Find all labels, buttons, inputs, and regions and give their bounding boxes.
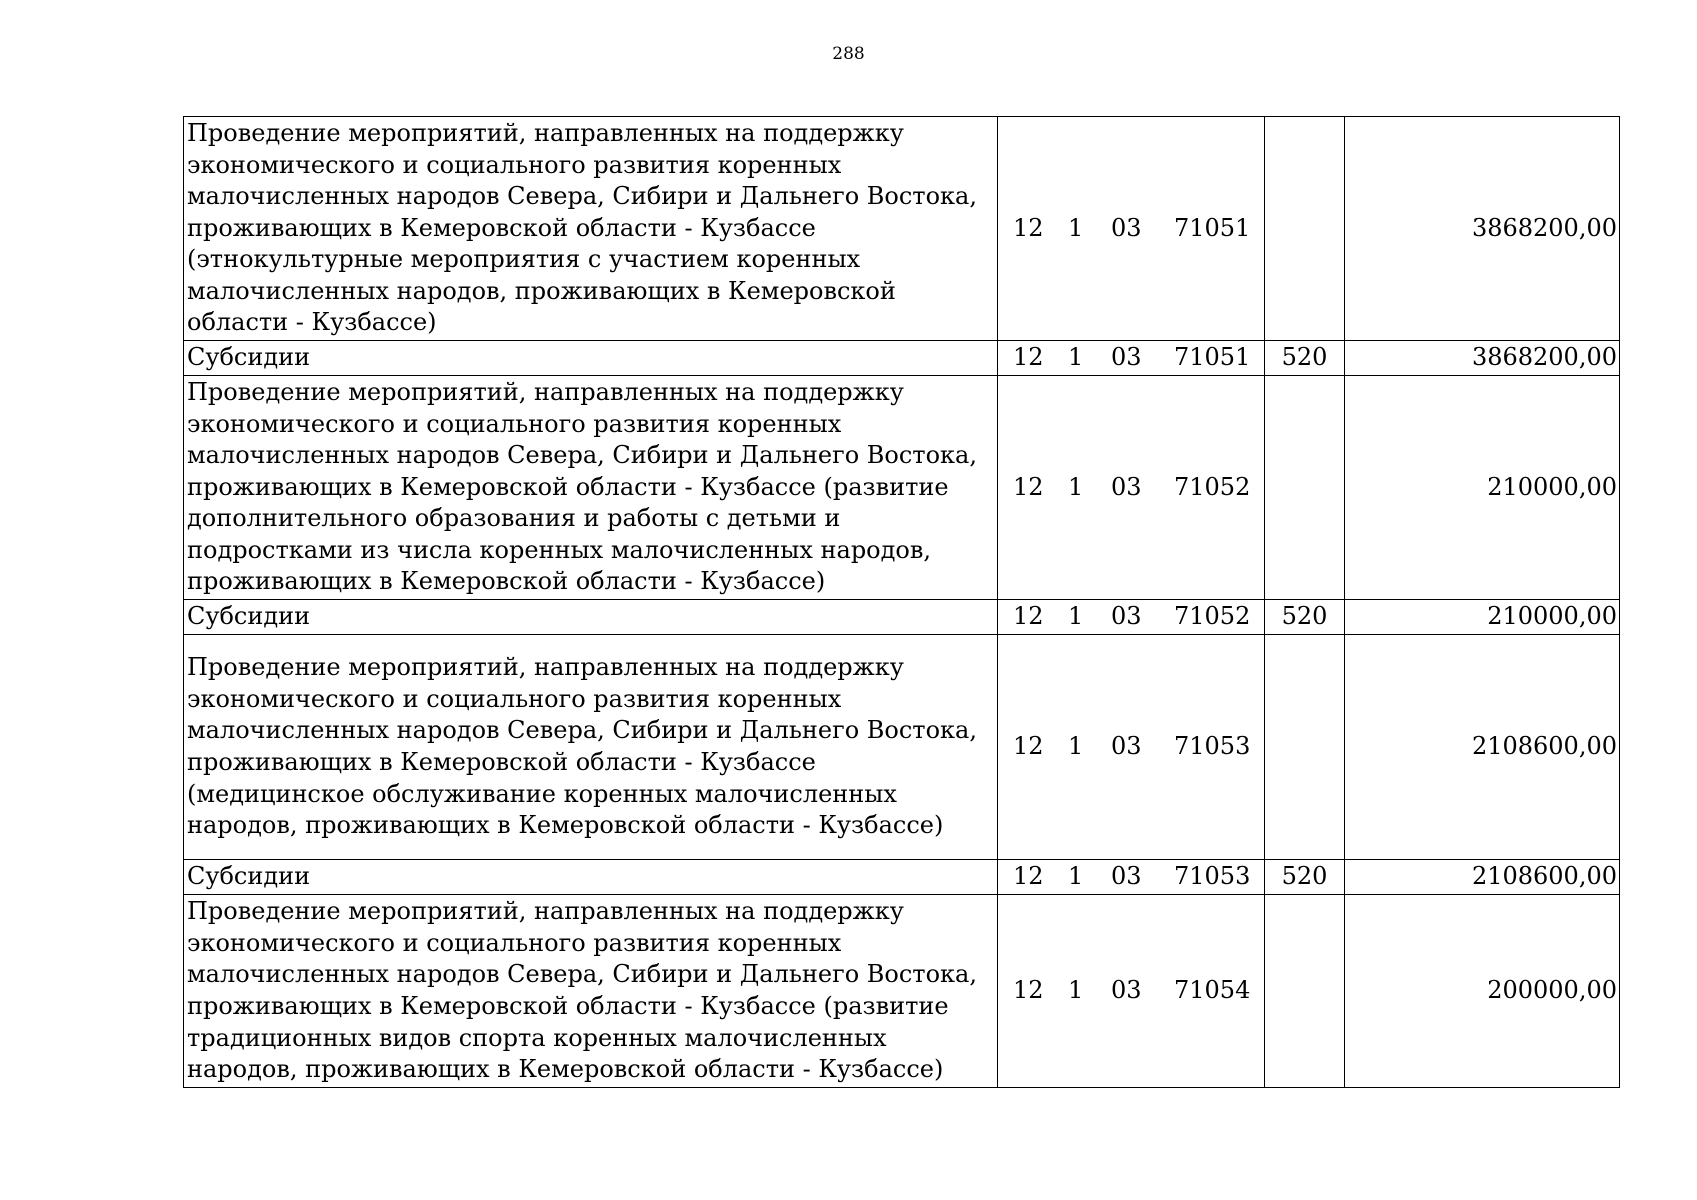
- code-section: 12: [1013, 602, 1044, 631]
- row-sum: 2108600,00: [1345, 635, 1620, 860]
- code-subprogram: 1: [1068, 976, 1084, 1005]
- row-name: Проведение мероприятий, направленных на поддержку экономического и социального развития коренных малочисленных народов Севера, Сибири и Дальнего Востока, проживающих в Кемеровской области - Кузбассе (развитие традиционных видов спорта коренных малочисленных народов, проживающих в Кемеровской области - Кузбассе): [184, 895, 998, 1088]
- row-code: [998, 635, 1265, 860]
- code-direction: 71052: [1174, 472, 1251, 501]
- code-measure: 03: [1111, 862, 1142, 891]
- code-subprogram: 1: [1068, 213, 1084, 242]
- row-code: [998, 600, 1265, 635]
- row-expense-type: 520: [1265, 341, 1345, 376]
- row-expense-type: [1265, 117, 1345, 341]
- row-sum: 2108600,00: [1345, 860, 1620, 895]
- table-row: [184, 341, 1620, 376]
- row-expense-type: [1265, 635, 1345, 860]
- code-measure: 03: [1111, 732, 1142, 761]
- code-direction: 71053: [1174, 862, 1251, 891]
- code-section: 12: [1013, 732, 1044, 761]
- row-name: Субсидии: [184, 600, 998, 635]
- code-section: 12: [1013, 976, 1044, 1005]
- row-expense-type: [1265, 376, 1345, 600]
- row-name: Проведение мероприятий, направленных на поддержку экономического и социального развития коренных малочисленных народов Севера, Сибири и Дальнего Востока, проживающих в Кемеровской области - Кузбассе (развитие дополнительного образования и работы с детьми и подростками из числа коренных малочисленных народов, проживающих в Кемеровской области - Кузбассе): [184, 376, 998, 600]
- table-row: [184, 635, 1620, 860]
- table-row: [184, 376, 1620, 600]
- code-direction: 71054: [1174, 976, 1251, 1005]
- table-row: [184, 860, 1620, 895]
- row-code: [998, 376, 1265, 600]
- code-measure: 03: [1111, 602, 1142, 631]
- row-name: Проведение мероприятий, направленных на поддержку экономического и социального развития коренных малочисленных народов Севера, Сибири и Дальнего Востока, проживающих в Кемеровской области - Кузбассе (этнокультурные мероприятия с участием коренных малочисленных народов, проживающих в Кемеровской области - Кузбассе): [184, 117, 998, 341]
- code-measure: 03: [1111, 976, 1142, 1005]
- code-subprogram: 1: [1068, 343, 1084, 372]
- code-measure: 03: [1111, 343, 1142, 372]
- table-row: [184, 600, 1620, 635]
- budget-table: [183, 116, 1620, 1088]
- row-code: [998, 117, 1265, 341]
- row-name: Субсидии: [184, 860, 998, 895]
- code-measure: 03: [1111, 213, 1142, 242]
- code-section: 12: [1013, 213, 1044, 242]
- page-number: 288: [832, 44, 865, 64]
- row-code: [998, 341, 1265, 376]
- code-subprogram: 1: [1068, 862, 1084, 891]
- row-sum: 3868200,00: [1345, 117, 1620, 341]
- code-subprogram: 1: [1068, 602, 1084, 631]
- row-sum: 210000,00: [1345, 376, 1620, 600]
- row-expense-type: 520: [1265, 600, 1345, 635]
- code-subprogram: 1: [1068, 472, 1084, 501]
- row-name: Проведение мероприятий, направленных на поддержку экономического и социального развития коренных малочисленных народов Севера, Сибири и Дальнего Востока, проживающих в Кемеровской области - Кузбассе (медицинское обслуживание коренных малочисленных народов, проживающих в Кемеровской области - Кузбассе): [184, 635, 998, 860]
- row-sum: 210000,00: [1345, 600, 1620, 635]
- code-section: 12: [1013, 343, 1044, 372]
- row-code: [998, 860, 1265, 895]
- row-sum: 200000,00: [1345, 895, 1620, 1088]
- code-section: 12: [1013, 862, 1044, 891]
- code-measure: 03: [1111, 472, 1142, 501]
- row-name: Субсидии: [184, 341, 998, 376]
- code-subprogram: 1: [1068, 732, 1084, 761]
- row-expense-type: 520: [1265, 860, 1345, 895]
- code-section: 12: [1013, 472, 1044, 501]
- code-direction: 71053: [1174, 732, 1251, 761]
- code-direction: 71051: [1174, 213, 1251, 242]
- row-sum: 3868200,00: [1345, 341, 1620, 376]
- table-row: [184, 895, 1620, 1088]
- row-code: [998, 895, 1265, 1088]
- row-expense-type: [1265, 895, 1345, 1088]
- code-direction: 71052: [1174, 602, 1251, 631]
- table-row: [184, 117, 1620, 341]
- code-direction: 71051: [1174, 343, 1251, 372]
